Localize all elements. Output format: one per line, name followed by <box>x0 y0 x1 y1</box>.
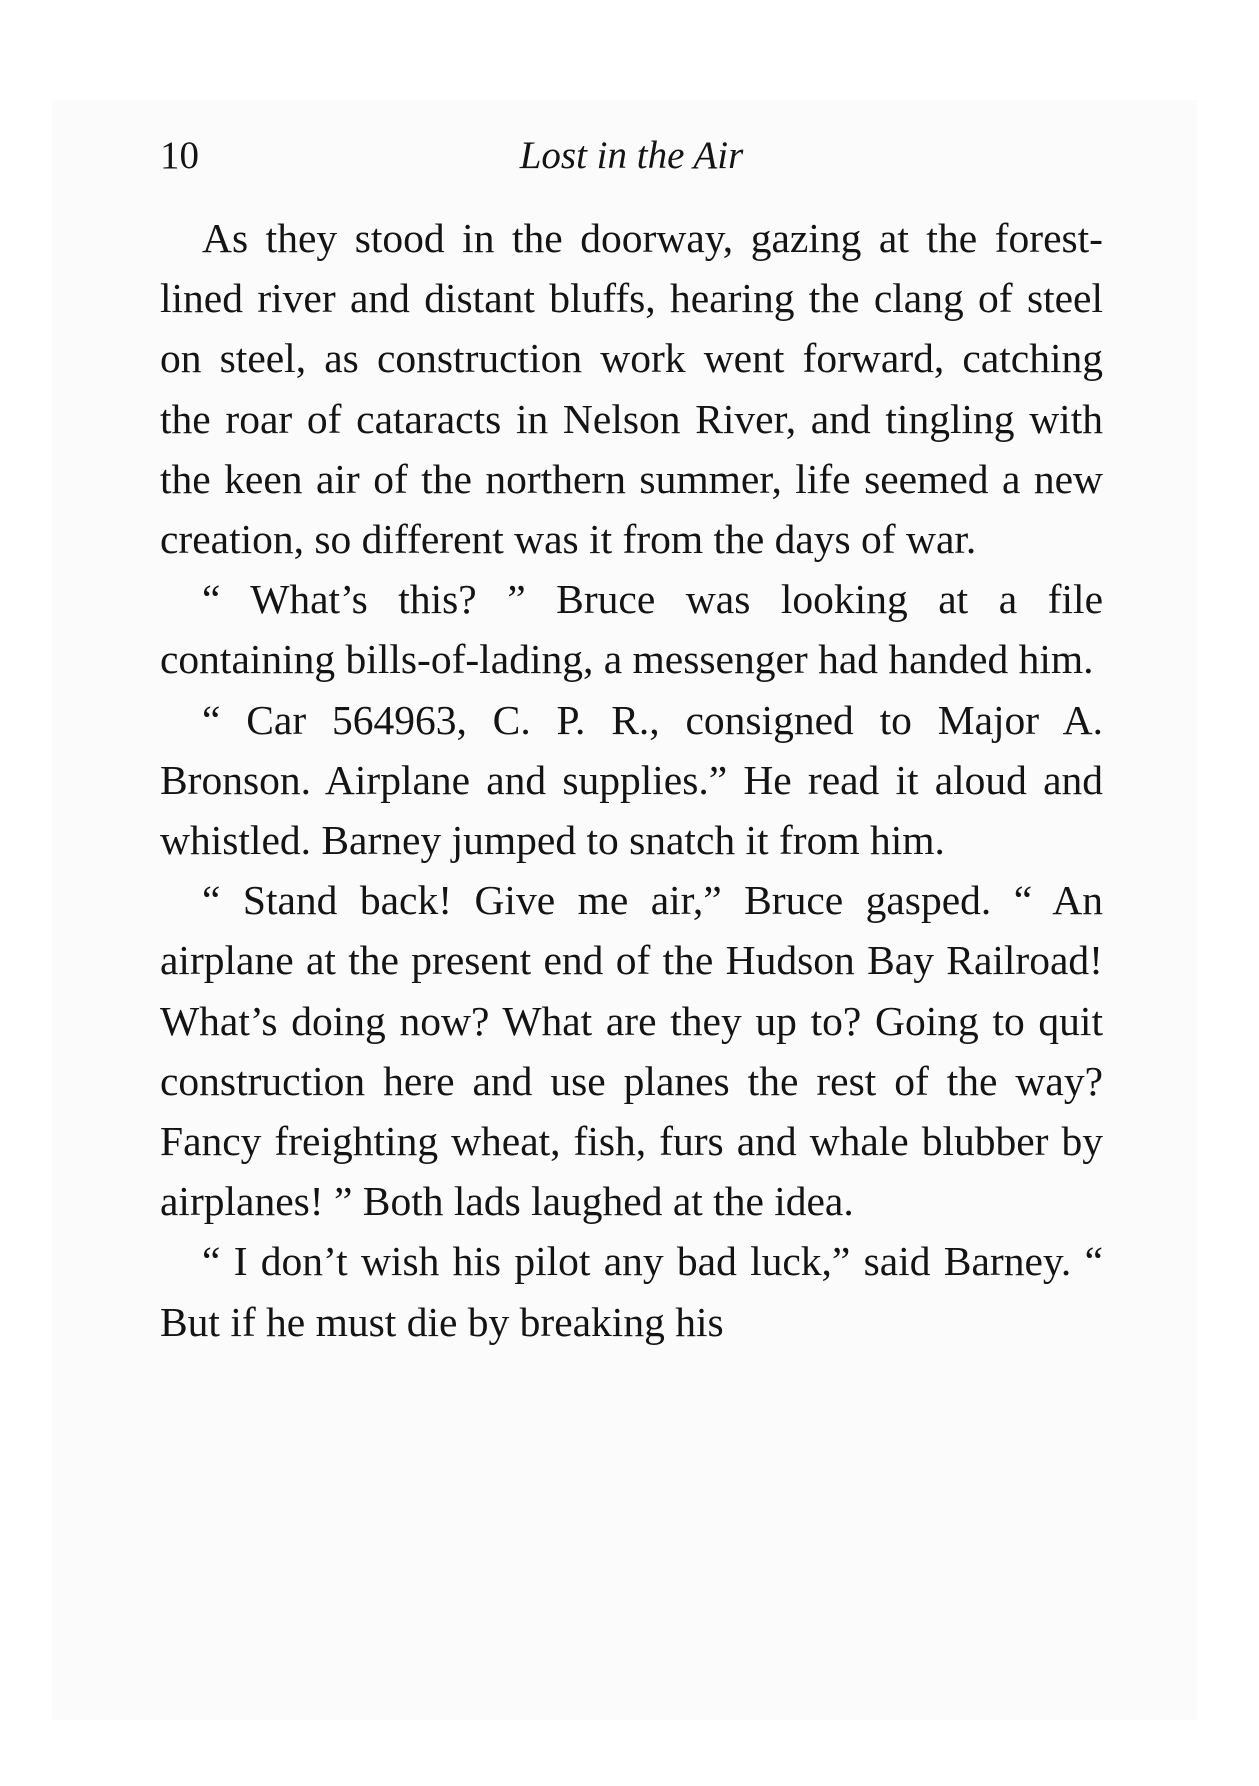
page-header <box>160 128 1103 184</box>
paragraph: As they stood in the doorway, gazing at the forest-lined river and distant bluffs, hearing the clang of steel on steel, as construction work went forward, catching the roar of cataracts in Nelson River, and tingling with the keen air of the northern summer, life seemed a new creation, so different was it from the days of war. <box>160 215 1103 563</box>
paragraph: “ What’s this? ” Bruce was looking at a file containing bills-of-lading, a messenger had handed him. <box>160 576 1103 683</box>
paragraph: “ Car 564963, C. P. R., consigned to Major A. Bronson. Airplane and supplies.” He read it aloud and whistled. Barney jumped to snatch it from him. <box>160 696 1103 864</box>
paragraph: “ I don’t wish his pilot any bad luck,” said Barney. “ But if he must die by breaking his <box>160 1238 1103 1345</box>
body-text <box>160 208 1103 1352</box>
running-title: Lost in the Air <box>519 134 744 177</box>
paragraph: “ Stand back! Give me air,” Bruce gasped. “ An airplane at the present end of the Hudson Bay Railroad! What’s doing now? What are they up to? Going to quit construction here and use planes the rest of the way? Fancy freighting wheat, fish, furs and whale blubber by airplanes! ” Both lads laughed at the idea. <box>160 877 1103 1225</box>
page-number: 10 <box>160 134 199 177</box>
